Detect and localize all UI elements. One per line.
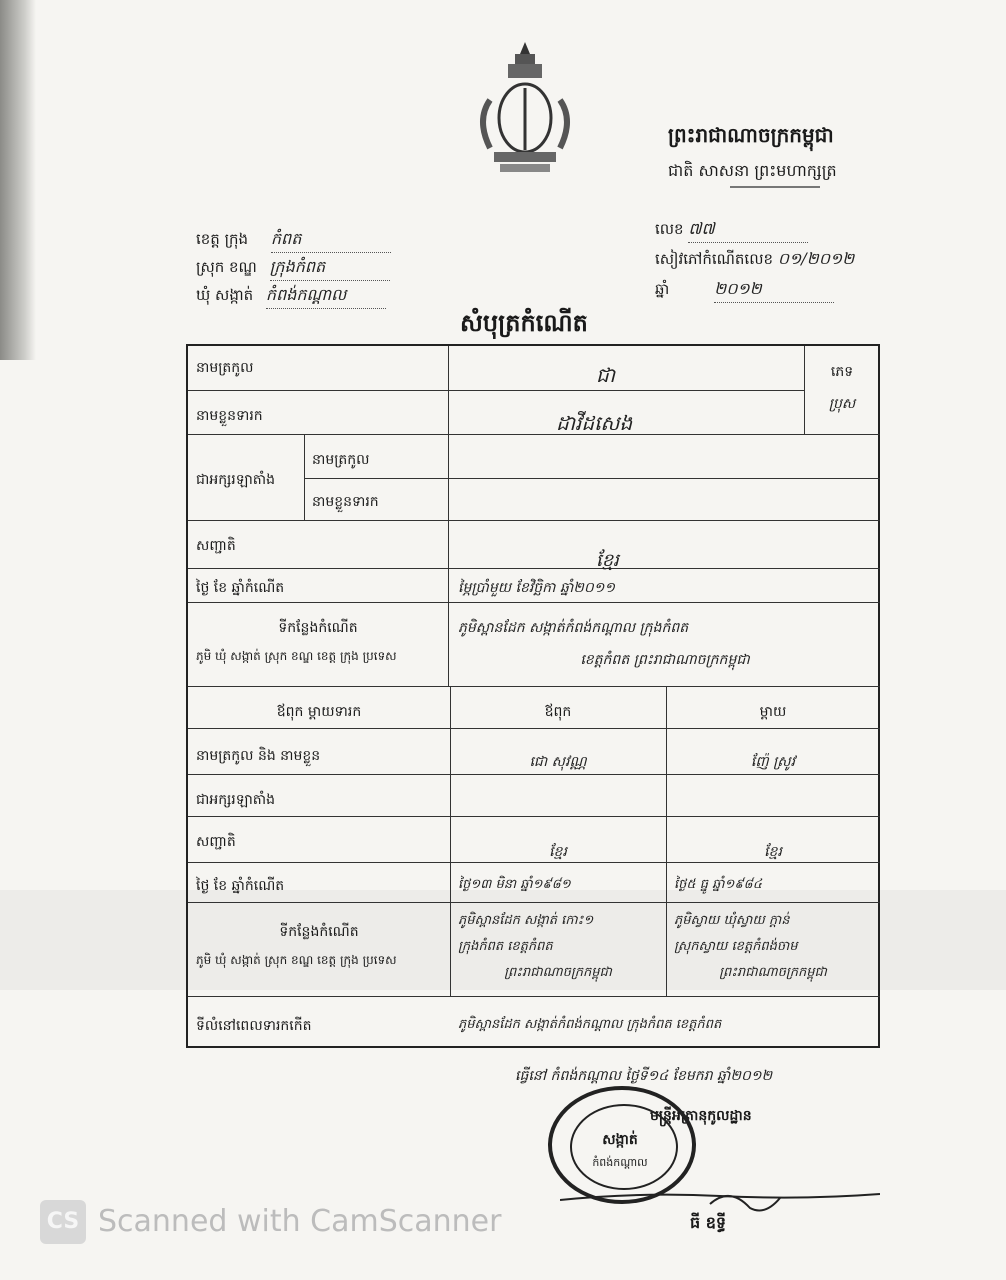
- document-title: សំបុត្រកំណើត: [460, 309, 588, 337]
- father-name-value: ជោ សុវណ្ណ: [529, 754, 587, 770]
- parents-latin-label: ជាអក្សរឡាតាំង: [196, 792, 276, 808]
- parents-dob-label: ថ្ងៃ ខែ ឆ្នាំកំណើត: [196, 878, 285, 894]
- child-dob-label: ថ្ងៃ ខែ ឆ្នាំកំណើត: [196, 580, 285, 596]
- child-nationality-value: ខ្មែរ: [596, 550, 619, 571]
- child-latin-given-label: នាមខ្លួនទារក: [312, 494, 379, 510]
- year-label: ឆ្នាំ: [655, 280, 670, 298]
- residence-value: ភូមិស្ពានដែក សង្កាត់កំពង់កណ្ដាល ក្រុងកំពត ខេត្តកំពត: [458, 1017, 722, 1032]
- mother-dob-value: ថ្ងៃ៥ ធ្នូ ឆ្នាំ១៩៨៤: [674, 877, 762, 892]
- father-pob-line3: ព្រះរាជាណាចក្រកម្ពុជា: [504, 965, 612, 980]
- parents-pob-sub-label: ភូមិ ឃុំ សង្កាត់ ស្រុក ខណ្ឌ ខេត្ត ក្រុង ប្រទេស: [196, 953, 397, 967]
- motto-divider: [730, 186, 820, 188]
- camscanner-logo-icon: CS: [40, 1200, 86, 1244]
- birth-record-table: [186, 344, 880, 1048]
- royal-emblem-icon: [470, 40, 580, 180]
- mother-pob-line1: ភូមិស្វាយ ឃុំស្វាយ ក្ដាន់: [674, 913, 790, 928]
- parents-header-label: ឪពុក ម្ដាយទារក: [276, 704, 362, 720]
- residence-label: ទីលំនៅពេលទារកកើត: [196, 1018, 312, 1034]
- child-family-name-label: នាមត្រកូល: [196, 360, 254, 376]
- register-row: [655, 248, 854, 272]
- parents-nationality-label: សញ្ជាតិ: [196, 834, 236, 850]
- child-dob-value: ម្ភៃប្រាំមួយ ខែវិច្ឆិកា ឆ្នាំ២០១១: [458, 580, 615, 596]
- mother-pob-line3: ព្រះរាជាណាចក្រកម្ពុជា: [719, 965, 827, 980]
- issue-date-line: ធ្វើនៅ កំពង់កណ្ដាល ថ្ងៃទី១៤ ខែមករា ឆ្នាំ២០១២: [515, 1068, 773, 1084]
- officer-name: ធី ឧទ្ធី: [690, 1213, 727, 1232]
- child-family-name-value: ជា: [596, 363, 616, 387]
- child-latin-family-label: នាមត្រកូល: [312, 452, 370, 468]
- child-sex-label: ភេទ: [830, 364, 854, 380]
- province-value: កំពត: [271, 228, 391, 253]
- parents-name-label: នាមត្រកូល និង នាមខ្លួន: [196, 748, 321, 764]
- father-nationality-value: ខ្មែរ: [549, 844, 567, 860]
- mother-name-value: ញ៉ែ ស្រូវ: [750, 754, 796, 770]
- year-row: [655, 278, 834, 303]
- mother-column-label: ម្ដាយ: [759, 704, 787, 720]
- commune-label: ឃុំ សង្កាត់: [196, 286, 254, 304]
- number-label: លេខ: [655, 220, 684, 238]
- stamp-subtitle: កំពង់កណ្ដាល: [592, 1156, 648, 1169]
- register-label: សៀវភៅកំណើតលេខ: [655, 250, 773, 268]
- commune-value: កំពង់កណ្ដាល: [266, 284, 386, 309]
- parents-pob-label: ទីកន្លែងកំណើត: [279, 924, 359, 940]
- camscanner-watermark: Scanned with CamScanner: [98, 1204, 502, 1239]
- father-column-label: ឪពុក: [544, 704, 572, 720]
- officer-title: មន្ត្រីអត្រានុកូលដ្ឋាន: [650, 1108, 752, 1124]
- child-latin-label: ជាអក្សរឡាតាំង: [196, 472, 276, 488]
- father-pob-line1: ភូមិស្ពានដែក សង្កាត់ កោះ១: [458, 913, 594, 928]
- district-value: ក្រុងកំពត: [270, 256, 390, 281]
- child-pob-line2: ខេត្តកំពត ព្រះរាជាណាចក្រកម្ពុជា: [580, 652, 750, 668]
- register-value: ០១/២០១២: [777, 249, 855, 268]
- commune-row: [196, 284, 386, 309]
- stamp-title: សង្កាត់: [602, 1132, 638, 1148]
- year-value: ២០១២: [714, 278, 834, 303]
- number-row: [655, 218, 808, 243]
- district-label: ស្រុក ខណ្ឌ: [196, 258, 257, 276]
- province-row: [196, 228, 391, 253]
- province-label: ខេត្ត ក្រុង: [196, 230, 249, 248]
- child-given-name-label: នាមខ្លួនទារក: [196, 408, 263, 424]
- child-pob-line1: ភូមិស្ពានដែក សង្កាត់កំពង់កណ្ដាល ក្រុងកំពត: [458, 620, 689, 636]
- mother-pob-line2: ស្រុកស្វាយ ខេត្តកំពង់ចាម: [674, 939, 798, 954]
- mother-nationality-value: ខ្មែរ: [764, 844, 782, 860]
- page-edge-shadow: [0, 0, 36, 360]
- child-sex-value: ប្រុស: [828, 396, 856, 412]
- child-given-name-value: ដាវីដសេង: [556, 411, 633, 435]
- national-motto: ជាតិ សាសនា ព្រះមហាក្សត្រ: [668, 161, 837, 180]
- father-pob-line2: ក្រុងកំពត ខេត្តកំពត: [458, 939, 553, 954]
- child-nationality-label: សញ្ជាតិ: [196, 538, 236, 554]
- father-dob-value: ថ្ងៃ១៣ មិនា ឆ្នាំ១៩៨១: [458, 877, 571, 892]
- kingdom-heading: ព្រះរាជាណាចក្រកម្ពុជា: [668, 123, 834, 147]
- child-pob-sub-label: ភូមិ ឃុំ សង្កាត់ ស្រុក ខណ្ឌ ខេត្ត ក្រុង ប្រទេស: [196, 649, 397, 663]
- number-value: ៧៧: [688, 218, 808, 243]
- district-row: [196, 256, 390, 281]
- child-pob-label: ទីកន្លែងកំណើត: [278, 620, 358, 636]
